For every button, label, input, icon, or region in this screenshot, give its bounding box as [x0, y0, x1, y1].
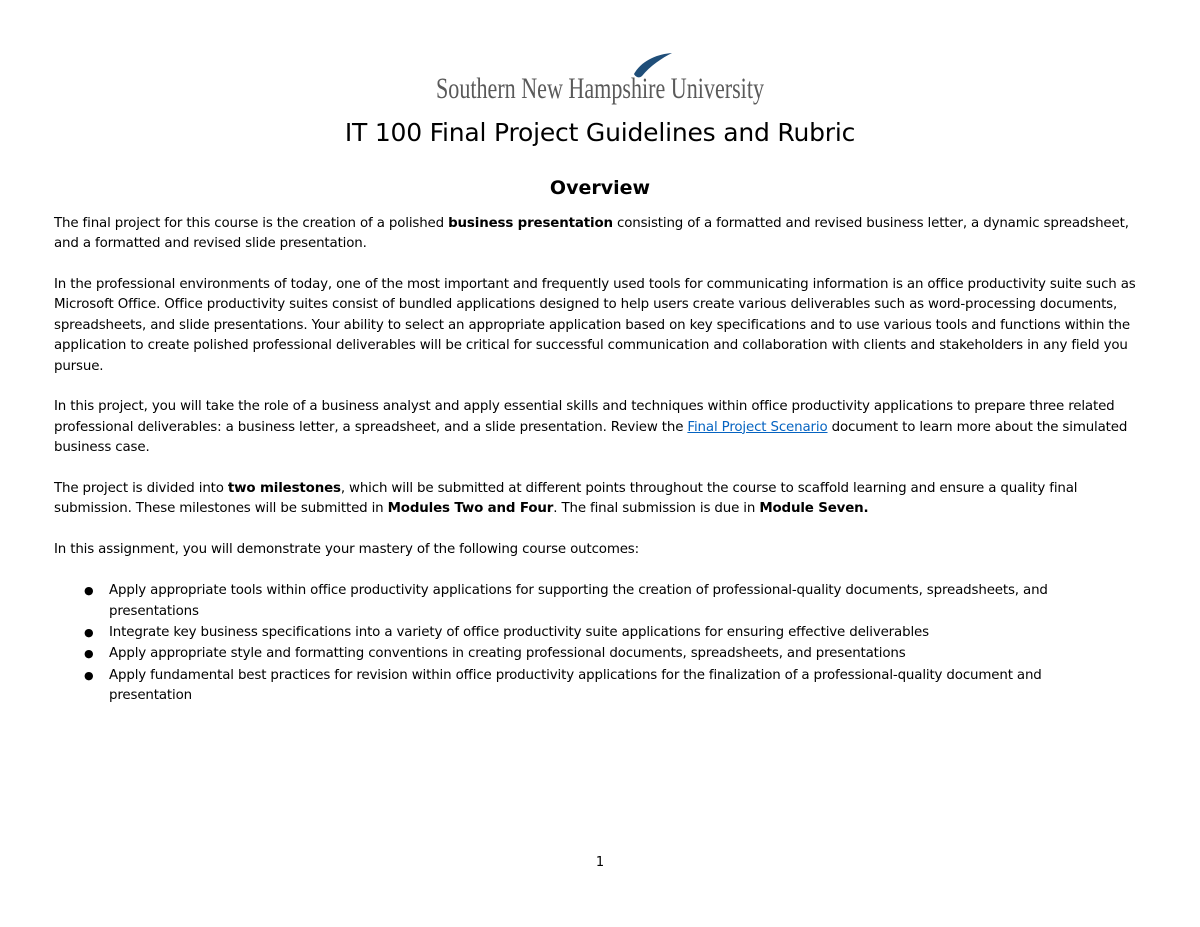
overview-paragraph-1: The final project for this course is the creation of a polished business presentation consisting of a formatted and revised business letter, a dynamic spreadsheet, and a formatted and revised slide presentation. — [54, 216, 1129, 252]
bullet-icon: ● — [84, 584, 94, 597]
list-item: ● Apply appropriate style and formatting conventions in creating professional documents, spreadsheets, and presentations — [54, 644, 1114, 665]
page-number: 1 — [595, 855, 605, 870]
final-project-scenario-link[interactable]: Final Project Scenario — [687, 419, 828, 435]
bullet-icon: ● — [84, 647, 94, 661]
bullet-icon: ● — [84, 626, 94, 640]
svg-text:Southern New Hampshire Univers: Southern New Hampshire University — [436, 72, 764, 105]
page-title: IT 100 Final Project Guidelines and Rubric — [344, 118, 856, 147]
overview-heading: Overview — [549, 177, 651, 199]
overview-paragraph-5: In this assignment, you will demonstrate your mastery of the following course outcomes: — [54, 541, 639, 557]
list-item: ● Integrate key business specifications into a variety of office productivity suite applications for ensuring effective deliverables — [54, 623, 1114, 644]
course-outcomes-list — [54, 581, 1114, 708]
list-item: ● Apply appropriate tools within office productivity applications for supporting the creation of professional-quality documents, spreadsheets, and presentations — [84, 583, 1048, 619]
overview-paragraph-4: The project is divided into two milestones, which will be submitted at different points throughout the course to scaffold learning and ensure a quality final submission. These milestones will be submitted in Modules Two and Four. The final submission is due in Module Seven. — [54, 480, 1078, 517]
university-logo — [436, 52, 766, 108]
list-item: ● Apply fundamental best practices for revision within office productivity applications for the finalization of a professional-quality document and presentation — [84, 667, 1042, 704]
overview-paragraph-2: In the professional environments of today, one of the most important and frequently used tools for communicating information is an office productivity suite such as Microsoft Office. Office productivity suites consist of bundled applications designed to help users create various deliverables such as word-processing documents, spreadsheets, and slide presentations. Your ability to select an appropriate application based on key specifications and to use various tools and functions within the application to create polished professional deliverables will be critical for successful communication and collaboration with clients and stakeholders in any field you pursue. — [54, 277, 1136, 374]
overview-paragraph-3: In this project, you will take the role of a business analyst and apply essential skills and techniques within office productivity applications to prepare three related professional deliverables: a business letter, a spreadsheet, and a slide presentation. Review the Final Project Scenario document to learn more about the simulated business case. — [54, 399, 1128, 456]
overview-body — [54, 214, 1149, 580]
bullet-icon: ● — [84, 668, 94, 682]
